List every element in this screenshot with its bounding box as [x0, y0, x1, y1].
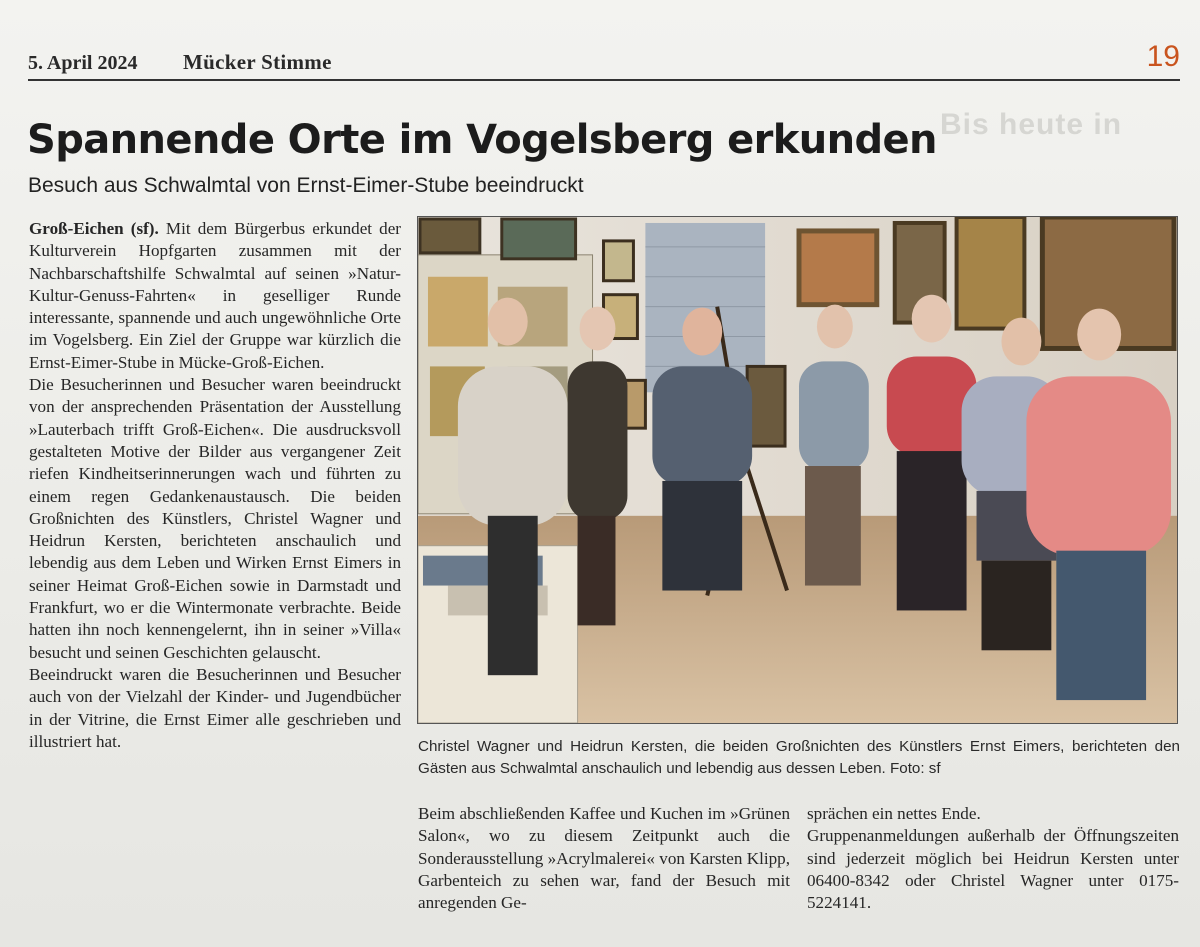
dateline: Groß-Eichen (sf). [29, 219, 159, 238]
article-paragraph: Beim abschließenden Kaffee und Kuchen im »Grünen Salon«, wo zu diesem Zeitpunkt auch die Sonderausstellung »Acrylmalerei« von Karsten Klipp, Garbenteich zu sehen war, fand der Besuch mit anregenden Ge- [418, 804, 790, 913]
paragraph-text: Mit dem Bürgerbus erkundet der Kulturverein Hopfgarten zusammen mit der Nachbarschaftshilfe Schwalmtal auf seinen »Natur-Kultur-Genuss-Fahrten« in geselliger Runde interessante, spannende und auch ungewöhnliche Orte im Vogelsberg. Ein Ziel der Gruppe war kürzlich die Ernst-Eimer-Stube in Mücke-Groß-Eichen. [29, 219, 401, 372]
article-paragraph: sprächen ein nettes Ende. [807, 804, 981, 823]
photo-caption: Christel Wagner und Heidrun Kersten, die beiden Großnichten des Künstlers Ernst Eimers, berichteten den Gästen aus Schwalmtal anschaulich und lebendig aus dessen Leben. Foto: sf [418, 738, 1180, 777]
article-subheadline: Besuch aus Schwalmtal von Ernst-Eimer-Stube beeindruckt [28, 174, 584, 197]
article-paragraph [29, 218, 401, 374]
issue-date: 5. April 2024 [28, 52, 138, 74]
page-number: 19 [1146, 40, 1180, 73]
group-photo [417, 216, 1178, 724]
article-column-3 [807, 803, 1179, 914]
article-paragraph: Beeindruckt waren die Besucherinnen und Besucher auch von der Vielzahl der Kinder- und Jugendbücher in der Vitrine, die Ernst Eimer alle geschrieben und illustriert hat. [29, 664, 401, 751]
neighbor-article-headline: Bis heute in [940, 108, 1123, 141]
article-paragraph: Gruppenanmeldungen außerhalb der Öffnungszeiten sind jederzeit möglich bei Heidrun Kersten unter 06400-8342 oder Christel Wagner unter 0175-5224141. [807, 826, 1179, 913]
article-column-2 [418, 803, 790, 914]
article-headline: Spannende Orte im Vogelsberg erkunden [27, 117, 937, 163]
publication-name: Mücker Stimme [183, 50, 332, 74]
article-paragraph: Die Besucherinnen und Besucher waren beeindruckt von der ansprechenden Präsentation der Ausstellung »Lauterbach trifft Groß-Eichen«. Die ausdrucksvoll gestalteten Motive der Bilder aus vergangener Zeit riefen Kindheitserinnerungen wach und führten zu einem regen Gedankenaustausch. Die beiden Großnichten des Künstlers, Christel Wagner und Heidrun Kersten, berichteten anschaulich und lebendig aus dem Leben und Wirken Ernst Eimers in seiner Heimat Groß-Eichen sowie in Darmstadt und Frankfurt, wo er die Wintermonate verbrachte. Beide hatten ihn noch kennengelernt, ihn in seiner »Villa« besucht und seinen Geschichten gelauscht. [29, 375, 401, 662]
header-rule [28, 79, 1180, 81]
article-column-1 [29, 218, 401, 753]
